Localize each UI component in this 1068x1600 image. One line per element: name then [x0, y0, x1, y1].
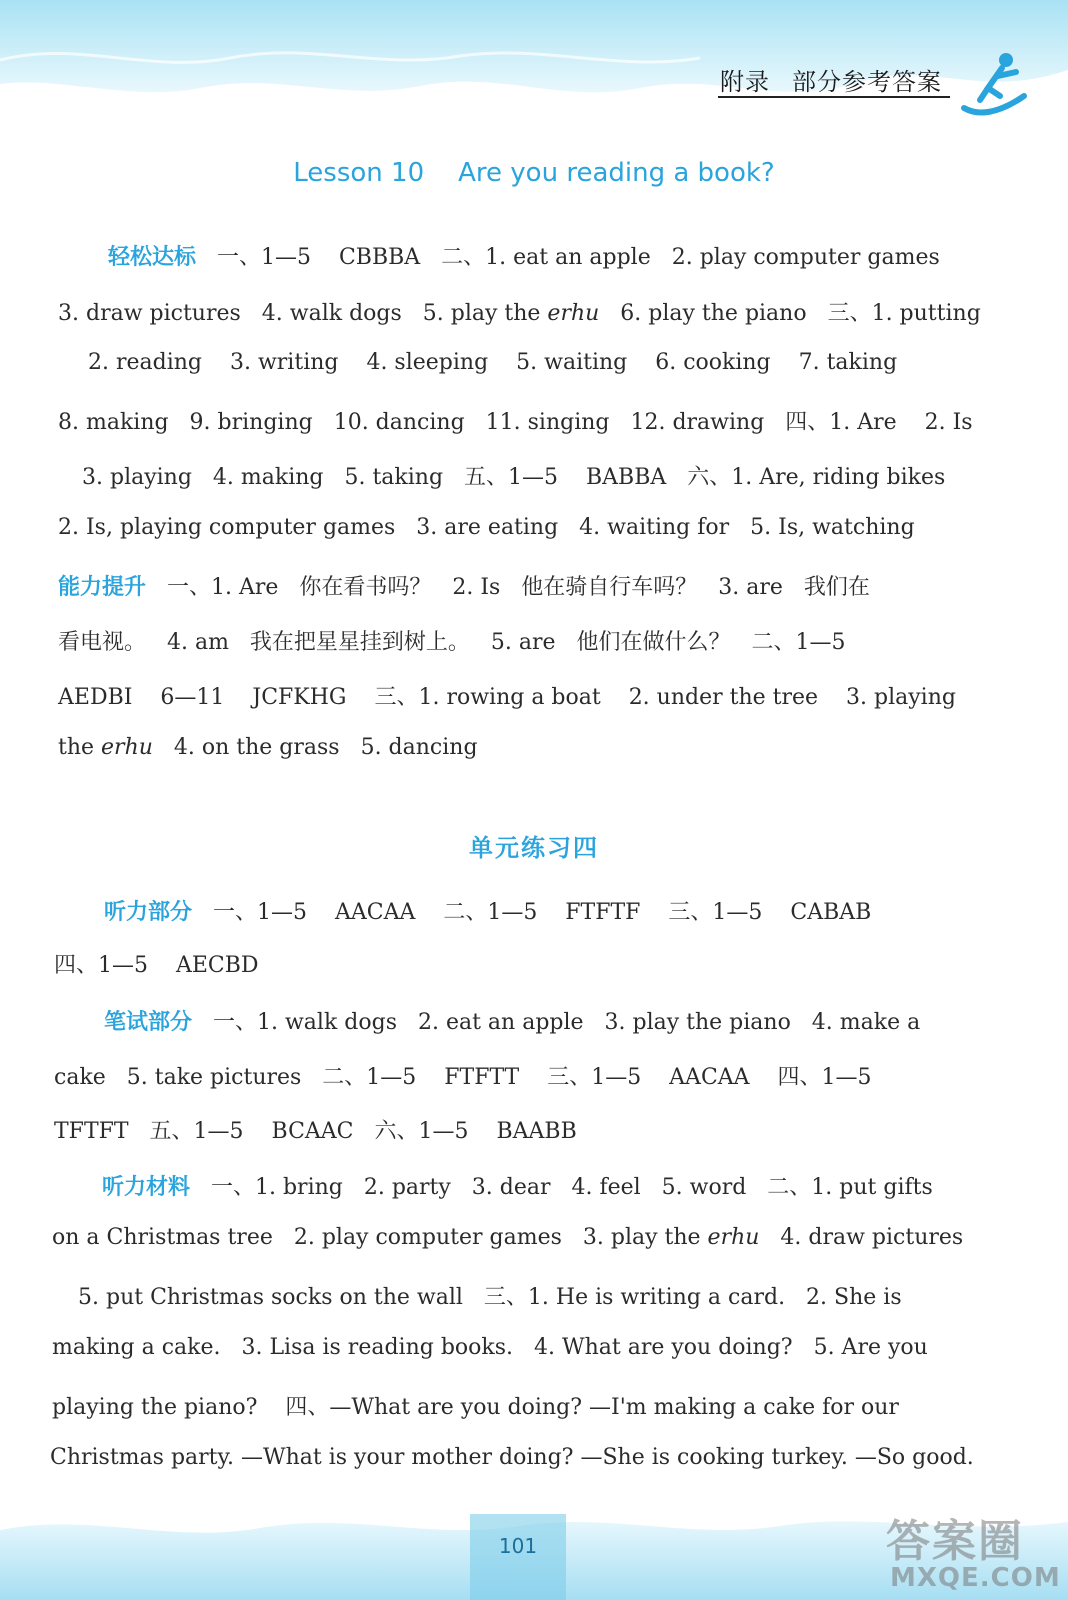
answer-line: 8. making 9. bringing 10. dancing 11. singing 12. drawing 四、1. Are 2. Is: [58, 410, 973, 435]
page-number: 101: [498, 1534, 538, 1558]
answer-line: cake 5. take pictures 二、1—5 FTFTT 三、1—5 AACAA 四、1—5: [54, 1065, 872, 1090]
lesson-title: [0, 158, 1068, 188]
answer-line: on a Christmas tree 2. play computer games 3. play the erhu 4. draw pictures: [52, 1225, 964, 1250]
answer-line: 3. playing 4. making 5. taking 五、1—5 BABBA 六、1. Are, riding bikes: [82, 465, 946, 490]
skier-icon: [958, 50, 1030, 120]
answer-line: the erhu 4. on the grass 5. dancing: [58, 735, 478, 760]
watermark-logo: 答案圈 MXQE.COM: [886, 1516, 1061, 1593]
answer-line: 笔试部分 一、1. walk dogs 2. eat an apple 3. play the piano 4. make a: [104, 1010, 921, 1035]
answer-line: 3. draw pictures 4. walk dogs 5. play the erhu 6. play the piano 三、1. putting: [58, 301, 981, 326]
unit-title: 单元练习四: [469, 834, 599, 862]
section-label: 能力提升: [58, 575, 147, 600]
answer-line: 听力材料 一、1. bring 2. party 3. dear 4. feel 5. word 二、1. put gifts: [102, 1175, 933, 1200]
header-section: 附录: [720, 68, 770, 96]
answer-line: 2. Is, playing computer games 3. are eating 4. waiting for 5. Is, watching: [58, 515, 915, 540]
answer-line: 能力提升 一、1. Are 你在看书吗？ 2. Is 他在骑自行车吗？ 3. are 我们在: [58, 575, 870, 600]
answer-line: playing the piano? 四、—What are you doing? —I'm making a cake for our: [52, 1395, 899, 1420]
answer-line: 轻松达标 一、1—5 CBBBA 二、1. eat an apple 2. play computer games: [108, 245, 940, 270]
answer-line: AEDBI 6—11 JCFKHG 三、1. rowing a boat 2. under the tree 3. playing: [58, 685, 956, 710]
lesson-name: Are you reading a book?: [458, 158, 775, 188]
answer-line: 2. reading 3. writing 4. sleeping 5. waiting 6. cooking 7. taking: [88, 350, 898, 375]
section-label: 听力部分: [104, 900, 193, 925]
answer-line: 四、1—5 AECBD: [54, 953, 259, 978]
lesson-number: Lesson 10: [293, 158, 425, 188]
answer-line: making a cake. 3. Lisa is reading books. 4. What are you doing? 5. Are you: [52, 1335, 928, 1360]
section-label: 轻松达标: [108, 245, 197, 270]
section-label: 笔试部分: [104, 1010, 193, 1035]
answer-line: Christmas party. —What is your mother doing? —She is cooking turkey. —So good.: [50, 1445, 974, 1470]
answer-line: 看电视。 4. am 我在把星星挂到树上。 5. are 他们在做什么？ 二、1—5: [58, 630, 846, 655]
answer-line: 5. put Christmas socks on the wall 三、1. He is writing a card. 2. She is: [78, 1285, 902, 1310]
answer-line: 听力部分 一、1—5 AACAA 二、1—5 FTFTF 三、1—5 CABAB: [104, 900, 872, 925]
answer-line: TFTFT 五、1—5 BCAAC 六、1—5 BAABB: [54, 1119, 577, 1144]
page-header: [720, 62, 942, 97]
section-label: 听力材料: [102, 1175, 191, 1200]
header-title: 部分参考答案: [792, 68, 942, 96]
header-underline: [718, 96, 950, 98]
